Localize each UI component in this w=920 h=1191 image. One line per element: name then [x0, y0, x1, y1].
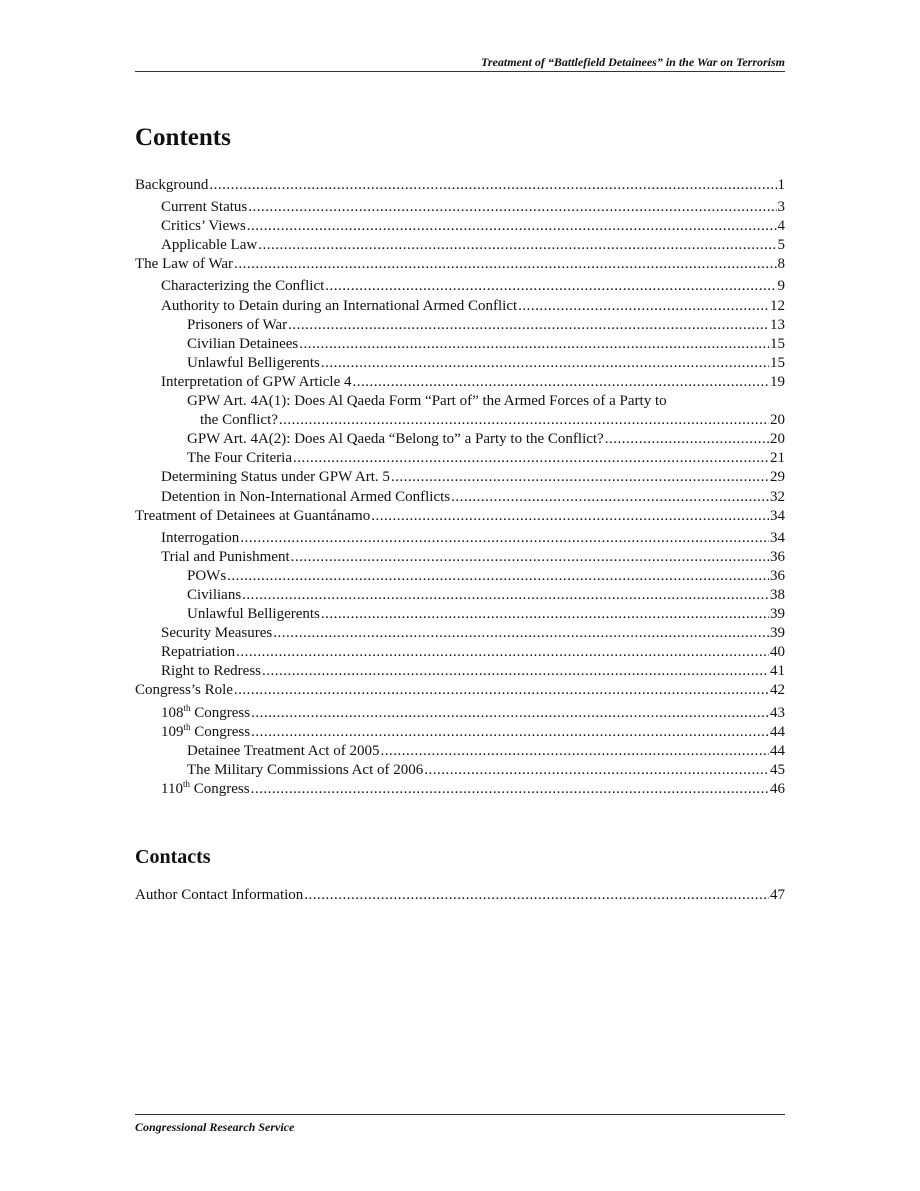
toc-entry-background[interactable] — [135, 176, 785, 195]
toc-page-number: 45 — [770, 761, 785, 778]
leader-dots — [227, 567, 769, 586]
toc-page-number: 9 — [777, 278, 785, 295]
toc-entry-title: Applicable Law — [161, 237, 258, 254]
table-of-contents — [135, 176, 785, 799]
toc-entry-title: Unlawful Belligerents — [187, 354, 320, 371]
toc-page-number: 34 — [770, 507, 785, 524]
toc-entry-title: Determining Status under GPW Art. 5 — [161, 469, 390, 486]
toc-entry-title: Critics’ Views — [161, 218, 246, 235]
toc-page-number: 3 — [777, 199, 785, 216]
toc-entry-title: Civilian Detainees — [187, 335, 299, 352]
toc-page-number: 39 — [770, 625, 785, 642]
toc-entry-treatment-guantanamo[interactable] — [135, 507, 785, 526]
toc-entry-title: The Four Criteria — [187, 450, 292, 467]
leader-dots — [251, 723, 769, 742]
toc-entry-title: Current Status — [161, 199, 248, 216]
toc-entry-title: Authority to Detain during an International Armed Conflict — [161, 297, 518, 314]
toc-entry-non-international-detention[interactable] — [135, 488, 785, 507]
toc-entry-gpw-4a1[interactable] — [135, 392, 785, 430]
toc-entry-gpw-4a2[interactable] — [135, 430, 785, 449]
toc-page-number: 34 — [770, 529, 785, 546]
leader-dots — [291, 548, 769, 567]
toc-entry-title: GPW Art. 4A(2): Does Al Qaeda “Belong to” a Party to the Conflict? — [187, 431, 604, 448]
leader-dots — [325, 277, 776, 296]
toc-page-number: 41 — [770, 663, 785, 680]
toc-entry-title: Trial and Punishment — [161, 548, 290, 565]
toc-entry-gpw-article-4[interactable] — [135, 373, 785, 392]
leader-dots — [251, 704, 769, 723]
toc-entry-title-continued: the Conflict? — [200, 412, 278, 429]
toc-entry-title: Interpretation of GPW Article 4 — [161, 373, 352, 390]
leader-dots — [242, 586, 769, 605]
toc-entry-determining-status[interactable] — [135, 468, 785, 487]
contacts-heading: Contacts — [135, 846, 211, 868]
toc-page-number: 29 — [770, 469, 785, 486]
leader-dots — [262, 662, 769, 681]
toc-page-number: 21 — [770, 450, 785, 467]
toc-entry-critics-views[interactable] — [135, 217, 785, 236]
toc-page-number: 38 — [770, 586, 785, 603]
contacts-list — [135, 886, 785, 905]
toc-page-number: 42 — [770, 682, 785, 699]
toc-page-number: 20 — [770, 431, 785, 448]
toc-entry-title: Characterizing the Conflict — [161, 278, 325, 295]
toc-entry-title: The Military Commissions Act of 2006 — [187, 761, 424, 778]
leader-dots — [424, 761, 769, 780]
contents-heading: Contents — [135, 124, 231, 151]
leader-dots — [209, 176, 776, 195]
toc-entry-prisoners-of-war[interactable] — [135, 316, 785, 335]
toc-entry-civilian-detainees[interactable] — [135, 335, 785, 354]
toc-entry-title: 108th Congress — [161, 702, 251, 721]
toc-entry-title: Unlawful Belligerents — [187, 606, 320, 623]
toc-entry-title: The Law of War — [135, 256, 234, 273]
toc-page-number: 44 — [770, 742, 785, 759]
toc-entry-applicable-law[interactable] — [135, 236, 785, 255]
toc-entry-author-contact[interactable] — [135, 886, 785, 905]
toc-entry-right-to-redress[interactable] — [135, 662, 785, 681]
toc-entry-title: Treatment of Detainees at Guantánamo — [135, 507, 371, 524]
toc-entry-four-criteria[interactable] — [135, 449, 785, 468]
toc-entry-title: Prisoners of War — [187, 316, 288, 333]
toc-page-number: 47 — [770, 887, 785, 903]
toc-page-number: 12 — [770, 297, 785, 314]
toc-page-number: 40 — [770, 644, 785, 661]
footer-rule — [135, 1114, 785, 1115]
toc-page-number: 5 — [777, 237, 785, 254]
toc-entry-characterizing-conflict[interactable] — [135, 277, 785, 296]
toc-entry-title: Author Contact Information — [135, 887, 304, 903]
toc-entry-108th-congress[interactable] — [135, 704, 785, 723]
leader-dots — [293, 449, 769, 468]
leader-dots — [240, 529, 769, 548]
toc-entry-congress-role[interactable] — [135, 681, 785, 700]
toc-page-number: 15 — [770, 354, 785, 371]
toc-entry-pows[interactable] — [135, 567, 785, 586]
leader-dots — [288, 316, 769, 335]
leader-dots — [304, 886, 769, 905]
toc-page-number: 19 — [770, 373, 785, 390]
toc-entry-military-commissions-act[interactable] — [135, 761, 785, 780]
leader-dots — [234, 681, 769, 700]
toc-entry-title: 110th Congress — [161, 778, 250, 797]
toc-page-number: 15 — [770, 335, 785, 352]
toc-entry-current-status[interactable] — [135, 198, 785, 217]
leader-dots — [258, 236, 776, 255]
leader-dots — [279, 411, 769, 430]
toc-entry-law-of-war[interactable] — [135, 255, 785, 274]
toc-page-number: 8 — [777, 256, 785, 273]
toc-entry-civilians[interactable] — [135, 586, 785, 605]
toc-entry-repatriation[interactable] — [135, 643, 785, 662]
toc-entry-interrogation[interactable] — [135, 529, 785, 548]
toc-entry-title: Congress’s Role — [135, 682, 233, 699]
toc-entry-detainee-treatment-act[interactable] — [135, 742, 785, 761]
leader-dots — [605, 430, 769, 449]
leader-dots — [518, 297, 769, 316]
toc-entry-title: POWs — [187, 567, 227, 584]
toc-page-number: 43 — [770, 704, 785, 721]
toc-page-number: 46 — [770, 780, 785, 797]
leader-dots — [299, 335, 769, 354]
toc-entry-title: Background — [135, 177, 209, 193]
footer-publisher: Congressional Research Service — [135, 1120, 295, 1134]
toc-entry-trial-punishment[interactable] — [135, 548, 785, 567]
toc-entry-title: 109th Congress — [161, 721, 251, 740]
toc-page-number: 44 — [770, 723, 785, 740]
toc-entry-title: Interrogation — [161, 529, 240, 546]
toc-page-number: 39 — [770, 606, 785, 623]
toc-entry-security-measures[interactable] — [135, 624, 785, 643]
toc-entry-title: Civilians — [187, 586, 242, 603]
toc-entry-title: Detention in Non-International Armed Conflicts — [161, 488, 451, 505]
toc-page-number: 36 — [770, 567, 785, 584]
toc-entry-110th-congress[interactable] — [135, 780, 785, 799]
leader-dots — [391, 468, 769, 487]
toc-page-number: 13 — [770, 316, 785, 333]
toc-page-number: 32 — [770, 488, 785, 505]
toc-page-number: 1 — [777, 177, 785, 193]
leader-dots — [248, 198, 776, 217]
leader-dots — [451, 488, 769, 507]
leader-dots — [273, 624, 769, 643]
toc-entry-unlawful-belligerents-2[interactable] — [135, 605, 785, 624]
header-rule — [135, 71, 785, 72]
toc-entry-title: Right to Redress — [161, 663, 261, 680]
leader-dots — [321, 354, 769, 373]
leader-dots — [247, 217, 777, 236]
toc-entry-authority-to-detain[interactable] — [135, 297, 785, 316]
leader-dots — [234, 255, 776, 274]
toc-page-number: 36 — [770, 548, 785, 565]
running-header: Treatment of “Battlefield Detainees” in the War on Terrorism — [480, 55, 785, 69]
toc-entry-unlawful-belligerents[interactable] — [135, 354, 785, 373]
toc-entry-109th-congress[interactable] — [135, 723, 785, 742]
leader-dots — [251, 780, 769, 799]
leader-dots — [371, 507, 769, 526]
leader-dots — [321, 605, 769, 624]
toc-page-number: 4 — [777, 218, 785, 235]
leader-dots — [353, 373, 769, 392]
toc-entry-title: Security Measures — [161, 625, 273, 642]
toc-page-number: 20 — [770, 412, 785, 429]
leader-dots — [236, 643, 769, 662]
toc-entry-title: Detainee Treatment Act of 2005 — [187, 742, 380, 759]
toc-entry-title: GPW Art. 4A(1): Does Al Qaeda Form “Part of” the Armed Forces of a Party to — [187, 393, 667, 410]
leader-dots — [380, 742, 769, 761]
toc-entry-title: Repatriation — [161, 644, 236, 661]
